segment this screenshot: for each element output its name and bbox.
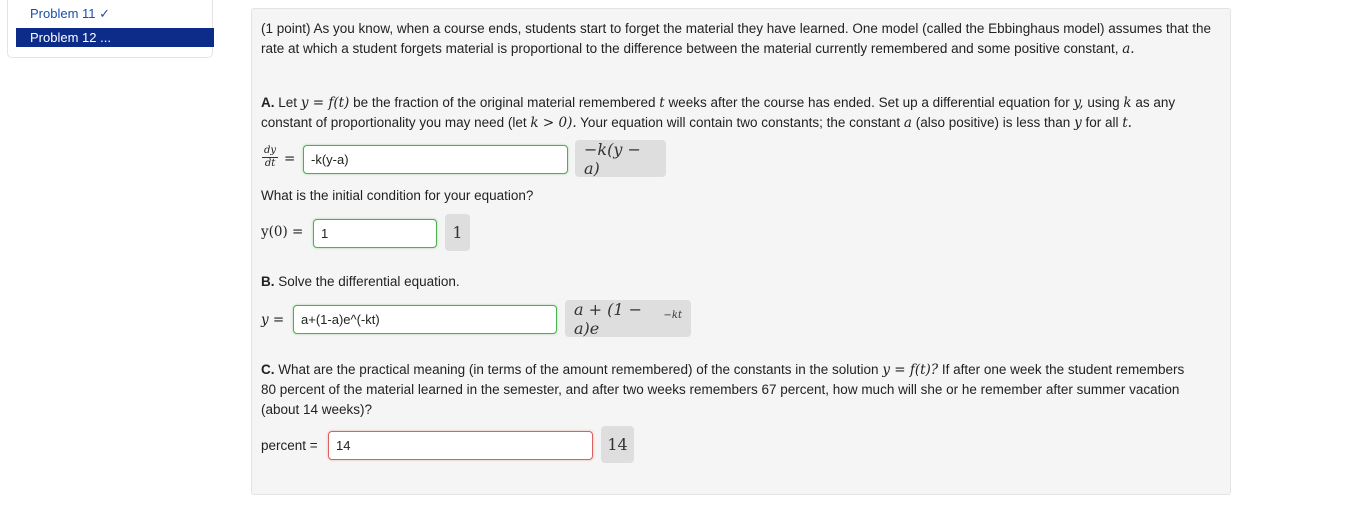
part-c-prompt [261,360,1196,420]
percent-label: percent = [261,438,318,453]
problem-intro [261,19,1221,59]
part-a-text: as any constant of proportionality you may need (let [261,95,1176,130]
ic-label: y(0) = [261,224,304,240]
part-b-prompt [261,272,460,292]
part-a-text: using [1087,95,1120,110]
part-a-text: be the fraction of the original material remembered [353,95,656,110]
intro-text: (1 point) As you know, when a course ends, students start to forget the material they have learned. One model (called the Ebbinghaus model) assumes that the rate at which a student forgets material is proportional to the difference between the material currently remembered and some positive constant, [261,21,1212,56]
ic-answer-preview: 1 [445,214,470,251]
solution-answer-input[interactable] [293,305,557,334]
part-a-text: Let [278,95,298,110]
problem-panel [251,8,1231,495]
percent-answer-preview: 14 [601,426,634,463]
solution-preview-base: a + (1 − a)e [574,299,643,338]
part-a-text: for all [1085,115,1119,130]
part-c-label: C. [261,362,275,377]
sidebar-item-problem-11[interactable]: Problem 11 ✓ [30,6,111,21]
part-a-text: (also positive) is less than [915,115,1071,130]
fraction-denominator: dt [264,158,276,169]
ic-question: What is the initial condition for your equation? [261,188,534,203]
part-a-math: y, [1073,95,1084,111]
solution-answer-preview [565,300,691,337]
solution-preview-exponent: −kt [663,310,682,321]
part-a-math: a [903,115,912,131]
fraction-numerator: dy [264,145,277,156]
solution-label: y = [261,312,285,328]
ic-answer-input[interactable] [313,219,437,248]
part-a-math: y [1074,115,1082,131]
equals-sign: = [284,151,296,167]
part-b-text: Solve the differential equation. [278,274,460,289]
part-c-text: What are the practical meaning (in terms of the amount remembered) of the constants in the solution [278,362,879,377]
sidebar-item-problem-12[interactable]: Problem 12 ... [16,28,214,47]
problem-nav-sidebar [7,0,213,58]
intro-var: a. [1122,41,1135,57]
part-b-label: B. [261,274,275,289]
part-a-math: t [659,95,665,111]
part-a-text: weeks after the course has ended. Set up a differential equation for [668,95,1070,110]
part-a-math: t. [1122,115,1132,131]
part-a-math: k > 0). [530,115,577,131]
part-a-math: k [1123,95,1132,111]
part-a-text: Your equation will contain two constants; the constant [580,115,901,130]
part-a-prompt [261,93,1226,133]
part-a-label: A. [261,95,275,110]
dy-dt-fraction [262,145,278,170]
part-a-math: y = f(t) [300,95,350,111]
part-c-text: If after one week the student remembers 80 percent of the material learned in the semester, and after two weeks remembers 67 percent, how much will she or he remember after summer vacation (about 14 weeks)? [261,362,1185,417]
de-answer-input[interactable] [303,145,568,174]
part-c-math: y = f(t)? [882,362,939,378]
de-answer-preview: −k(y − a) [575,140,666,177]
percent-answer-input[interactable] [328,431,593,460]
